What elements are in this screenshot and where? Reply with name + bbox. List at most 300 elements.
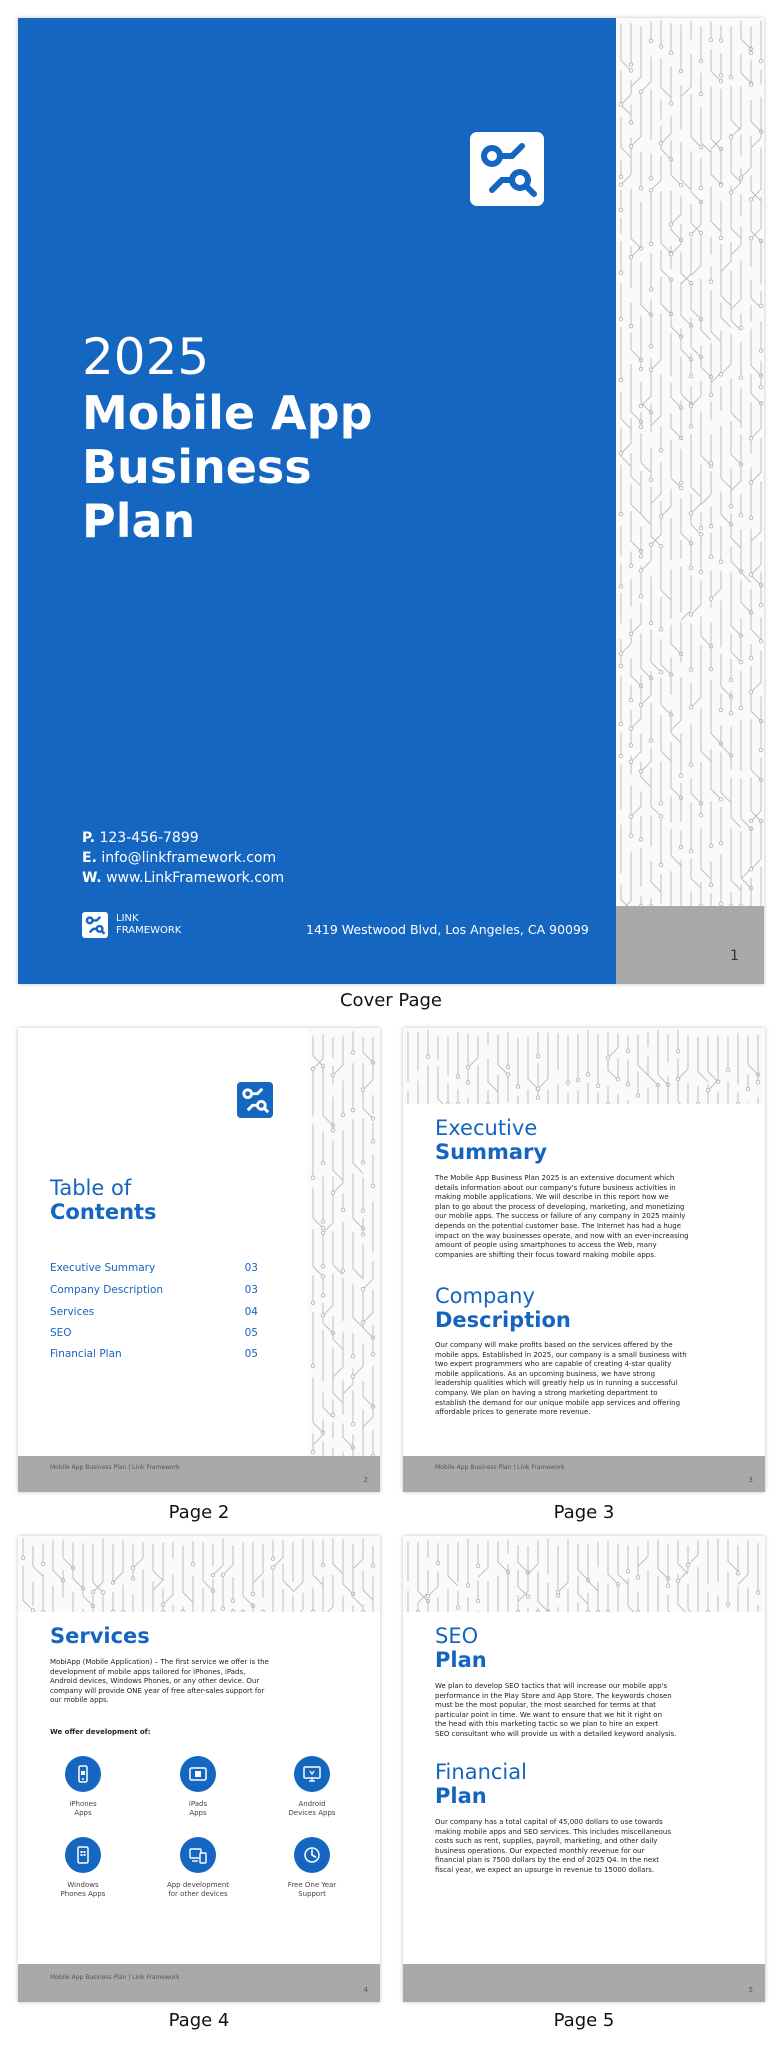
circuit-node bbox=[749, 516, 753, 520]
circuit-trace bbox=[751, 777, 761, 821]
circuit-node bbox=[596, 1084, 600, 1088]
circuit-trace bbox=[661, 116, 671, 144]
text-line: affordable prices to generate more revenue. bbox=[435, 1408, 591, 1417]
circuit-trace bbox=[163, 1575, 173, 1605]
circuit-trace bbox=[688, 1540, 698, 1565]
circuit-trace bbox=[273, 1540, 283, 1567]
circuit-node bbox=[456, 1102, 460, 1104]
circuit-node bbox=[629, 69, 633, 73]
circuit-node bbox=[679, 845, 683, 849]
circuit-trace bbox=[528, 1541, 538, 1574]
page-3 bbox=[403, 1028, 765, 1492]
circuit-node bbox=[749, 237, 753, 241]
circuit-trace bbox=[498, 1035, 508, 1075]
circuit-node bbox=[639, 425, 643, 429]
cover-title-line-1: Mobile App bbox=[82, 386, 373, 440]
circuit-node bbox=[31, 1609, 35, 1612]
circuit-node bbox=[616, 1077, 620, 1081]
circuit-trace bbox=[333, 1036, 343, 1075]
circuit-node bbox=[221, 1607, 225, 1611]
circuit-graphic bbox=[18, 1536, 380, 1612]
circuit-trace bbox=[618, 1544, 628, 1584]
circuit-trace bbox=[681, 142, 691, 190]
page-number: 2 bbox=[363, 1476, 368, 1484]
toc-page: 03 bbox=[244, 1262, 258, 1274]
circuit-node bbox=[689, 374, 693, 378]
circuit-trace bbox=[711, 86, 721, 149]
text-line: performance in the Play Store and App Store. The keywords chosen bbox=[435, 1691, 672, 1700]
label-line: Windows bbox=[67, 1881, 99, 1889]
circuit-node bbox=[619, 452, 623, 456]
circuit-node bbox=[649, 188, 653, 192]
circuit-trace bbox=[343, 1539, 353, 1594]
circuit-trace bbox=[498, 1576, 508, 1612]
circuit-node bbox=[696, 1102, 700, 1104]
circuit-trace bbox=[721, 426, 731, 488]
circuit-node bbox=[756, 1591, 760, 1595]
circuit-trace bbox=[103, 1595, 113, 1612]
circuit-node bbox=[719, 841, 723, 845]
circuit-trace bbox=[621, 428, 631, 466]
circuit-node bbox=[629, 255, 633, 259]
circuit-trace bbox=[478, 1065, 488, 1104]
circuit-node bbox=[699, 813, 703, 817]
label-line: Free One Year bbox=[287, 1881, 337, 1889]
circuit-node bbox=[659, 863, 663, 867]
circuit-node bbox=[706, 1089, 710, 1093]
circuit-node bbox=[689, 763, 693, 767]
email-value[interactable]: info@linkframework.com bbox=[101, 850, 277, 866]
toc-label: Executive Summary bbox=[50, 1262, 156, 1274]
circuit-trace bbox=[691, 434, 701, 497]
circuit-trace bbox=[63, 1540, 73, 1568]
circuit-trace bbox=[538, 1033, 548, 1089]
circuit-trace bbox=[671, 742, 681, 798]
circuit-trace bbox=[223, 1545, 233, 1575]
circuit-trace bbox=[631, 453, 641, 486]
circuit-trace bbox=[408, 1591, 418, 1612]
circuit-node bbox=[101, 1591, 105, 1595]
label-line: Devices Apps bbox=[288, 1809, 336, 1817]
circuit-node bbox=[361, 1287, 365, 1291]
circuit-trace bbox=[428, 1571, 438, 1596]
text-line: our mobile apps. The success or failure of any company in 2025 mainly bbox=[435, 1212, 686, 1221]
circuit-trace bbox=[661, 277, 671, 314]
circuit-node bbox=[426, 1055, 430, 1059]
circuit-node bbox=[341, 1208, 345, 1212]
text-line: fiscal year, we expect an upsurge in revenue to 15000 dollars. bbox=[435, 1865, 655, 1874]
circuit-node bbox=[506, 1073, 510, 1077]
circuit-trace bbox=[498, 1541, 508, 1572]
circuit-trace bbox=[343, 1423, 353, 1447]
text-line: development of mobile apps tailored for iPhones, iPads, bbox=[50, 1667, 246, 1676]
circuit-trace bbox=[731, 379, 741, 423]
circuit-node bbox=[676, 1077, 680, 1081]
circuit-node bbox=[669, 51, 673, 55]
circuit-trace bbox=[313, 1229, 323, 1276]
circuit-node bbox=[331, 1073, 335, 1077]
circuit-node bbox=[749, 656, 753, 660]
circuit-trace bbox=[43, 1586, 53, 1613]
circuit-node bbox=[629, 63, 633, 67]
circuit-node bbox=[586, 1073, 590, 1077]
circuit-trace bbox=[718, 1082, 728, 1104]
circuit-trace bbox=[751, 402, 761, 438]
circuit-trace bbox=[363, 1571, 373, 1600]
circuit-node bbox=[699, 526, 703, 530]
circuit-trace bbox=[678, 1546, 688, 1581]
circuit-node bbox=[749, 437, 753, 441]
circuit-trace bbox=[721, 244, 731, 305]
service-label-windows bbox=[38, 1881, 128, 1899]
circuit-node bbox=[719, 236, 723, 240]
text-line: financial plan is 7500 dollars by the end of 2025 Q4. In the next bbox=[435, 1856, 659, 1865]
circuit-trace bbox=[153, 1544, 163, 1581]
circuit-trace bbox=[751, 148, 761, 200]
circuit-trace bbox=[438, 1067, 448, 1105]
toc-heading-light: Table of bbox=[50, 1176, 132, 1200]
circuit-trace bbox=[608, 1541, 618, 1584]
circuit-trace bbox=[333, 1448, 343, 1457]
circuit-node bbox=[131, 1577, 135, 1581]
circuit-trace bbox=[691, 317, 701, 357]
text-line: amount of people using smartphones to access the Web, many bbox=[435, 1241, 657, 1250]
circuit-trace bbox=[253, 1544, 263, 1584]
circuit-node bbox=[679, 183, 683, 187]
offer-title: We offer development of: bbox=[50, 1728, 151, 1736]
circuit-trace bbox=[73, 1543, 83, 1589]
circuit-node bbox=[629, 727, 633, 731]
circuit-node bbox=[719, 797, 723, 801]
circuit-node bbox=[729, 712, 733, 716]
circuit-node bbox=[111, 1610, 115, 1612]
label-line: Phones Apps bbox=[60, 1890, 106, 1898]
circuit-trace bbox=[53, 1541, 63, 1581]
circuit-trace bbox=[641, 358, 651, 406]
circuit-node bbox=[659, 815, 663, 819]
circuit-trace bbox=[313, 1540, 323, 1585]
toc-item-executive-summary[interactable] bbox=[50, 1262, 258, 1274]
circuit-node bbox=[709, 667, 713, 671]
circuit-node bbox=[639, 838, 643, 842]
circuit-graphic bbox=[403, 1536, 765, 1612]
services-intro bbox=[50, 1658, 269, 1706]
circuit-node bbox=[649, 39, 653, 43]
toc-heading-bold: Contents bbox=[50, 1200, 157, 1224]
exec-heading-light: Executive bbox=[435, 1116, 538, 1140]
circuit-trace bbox=[691, 645, 701, 707]
circuit-trace bbox=[621, 80, 631, 104]
circuit-trace bbox=[608, 1033, 618, 1057]
circuit-trace bbox=[313, 1034, 323, 1069]
circuit-trace bbox=[638, 1541, 648, 1567]
circuit-node bbox=[726, 1603, 730, 1607]
circuit-node bbox=[321, 1294, 325, 1298]
toc-item-financial-plan[interactable] bbox=[50, 1348, 258, 1360]
web-value[interactable]: www.LinkFramework.com bbox=[106, 870, 285, 886]
circuit-node bbox=[121, 1610, 125, 1612]
brand-line-2: FRAMEWORK bbox=[116, 925, 182, 936]
circuit-trace bbox=[628, 1100, 638, 1104]
circuit-trace bbox=[731, 513, 741, 548]
circuit-node bbox=[351, 1051, 355, 1055]
circuit-pattern bbox=[18, 1536, 380, 1612]
email-label: E. bbox=[82, 850, 97, 866]
circuit-node bbox=[719, 79, 723, 83]
exec-paragraph bbox=[435, 1174, 689, 1260]
circuit-node bbox=[91, 1590, 95, 1594]
circuit-node bbox=[659, 142, 663, 146]
circuit-trace bbox=[333, 1231, 343, 1275]
circuit-node bbox=[486, 1102, 490, 1104]
service-label-support bbox=[267, 1881, 357, 1899]
financial-paragraph bbox=[435, 1818, 671, 1876]
circuit-node bbox=[556, 1591, 560, 1595]
circuit-trace bbox=[651, 313, 661, 370]
circuit-node bbox=[686, 1563, 690, 1567]
circuit-trace bbox=[588, 1544, 598, 1591]
seo-heading-light: SEO bbox=[435, 1624, 479, 1648]
circuit-node bbox=[649, 345, 653, 349]
circuit-trace bbox=[323, 1177, 333, 1233]
circuit-trace bbox=[143, 1569, 153, 1612]
circuit-node bbox=[679, 481, 683, 485]
circuit-trace bbox=[333, 1332, 343, 1377]
circuit-trace bbox=[93, 1544, 103, 1593]
circuit-node bbox=[536, 1055, 540, 1059]
circuit-node bbox=[371, 1353, 375, 1357]
circuit-graphic bbox=[308, 1028, 380, 1456]
circuit-node bbox=[729, 135, 733, 139]
circuit-node bbox=[331, 1413, 335, 1417]
circuit-trace bbox=[621, 851, 631, 906]
toc-item-services[interactable] bbox=[50, 1306, 258, 1318]
circuit-trace bbox=[701, 472, 711, 505]
circuit-node bbox=[629, 121, 633, 125]
circuit-trace bbox=[283, 1564, 293, 1591]
cover-year: 2025 bbox=[82, 328, 210, 386]
circuit-node bbox=[626, 1049, 630, 1053]
circuit-node bbox=[321, 1231, 325, 1235]
circuit-node bbox=[749, 819, 753, 823]
text-line: particular point in time. We want to ensure that we hit it right on bbox=[435, 1710, 663, 1719]
label-line: Apps bbox=[189, 1809, 207, 1817]
circuit-trace bbox=[748, 1036, 758, 1075]
circuit-node bbox=[351, 1108, 355, 1112]
circuit-node bbox=[739, 660, 743, 664]
page-footer bbox=[403, 1964, 765, 2002]
circuit-trace bbox=[731, 778, 741, 828]
circuit-trace bbox=[203, 1542, 213, 1590]
circuit-node bbox=[321, 1220, 325, 1224]
circuit-graphic bbox=[616, 18, 764, 906]
cover-gray-corner bbox=[616, 906, 764, 984]
company-heading-light: Company bbox=[435, 1284, 535, 1308]
circuit-trace bbox=[731, 573, 741, 636]
circuit-node bbox=[321, 1226, 325, 1230]
circuit-node bbox=[619, 317, 623, 321]
circuit-node bbox=[221, 1573, 225, 1577]
circuit-pattern bbox=[403, 1536, 765, 1612]
support-icon bbox=[294, 1837, 330, 1873]
circuit-trace bbox=[678, 1540, 688, 1574]
circuit-trace bbox=[668, 1595, 678, 1612]
circuit-trace bbox=[658, 1539, 668, 1578]
circuit-node bbox=[211, 1610, 215, 1612]
toc-page: 05 bbox=[244, 1327, 258, 1339]
circuit-node bbox=[341, 1113, 345, 1117]
circuit-trace bbox=[353, 1544, 363, 1607]
circuit-node bbox=[626, 1570, 630, 1574]
text-line: making mobile applications. We will describe in this report how we bbox=[435, 1193, 669, 1202]
phone-value: 123-456-7899 bbox=[99, 830, 199, 846]
circuit-trace bbox=[731, 828, 741, 890]
circuit-trace bbox=[353, 1435, 363, 1456]
service-label-android bbox=[267, 1800, 357, 1818]
circuit-trace bbox=[293, 1539, 303, 1592]
circuit-node bbox=[466, 1584, 470, 1588]
circuit-node bbox=[729, 505, 733, 509]
footer-logo-icon bbox=[82, 912, 108, 938]
caption-cover: Cover Page bbox=[339, 990, 442, 1011]
windows-phone-icon bbox=[65, 1837, 101, 1873]
circuit-trace bbox=[353, 1173, 363, 1228]
circuit-trace bbox=[721, 654, 731, 697]
financial-heading-bold: Plan bbox=[435, 1784, 487, 1808]
circuit-trace bbox=[741, 21, 751, 49]
circuit-node bbox=[321, 1265, 325, 1269]
circuit-trace bbox=[651, 462, 661, 503]
circuit-trace bbox=[678, 1036, 688, 1079]
label-line: iPhones bbox=[69, 1800, 97, 1808]
circuit-node bbox=[676, 1579, 680, 1583]
circuit-node bbox=[211, 1573, 215, 1577]
circuit-node bbox=[759, 59, 763, 63]
circuit-node bbox=[689, 233, 693, 237]
circuit-trace bbox=[363, 1409, 373, 1456]
cover-phone bbox=[82, 830, 199, 846]
circuit-trace bbox=[721, 725, 731, 755]
circuit-trace bbox=[243, 1543, 253, 1606]
circuit-node bbox=[629, 698, 633, 702]
circuit-node bbox=[311, 1067, 315, 1071]
cover-email bbox=[82, 850, 276, 866]
circuit-trace bbox=[548, 1090, 558, 1105]
circuit-trace bbox=[751, 542, 761, 575]
circuit-node bbox=[619, 378, 623, 382]
circuit-trace bbox=[418, 1542, 428, 1601]
circuit-node bbox=[749, 83, 753, 87]
circuit-node bbox=[726, 1068, 730, 1072]
circuit-node bbox=[231, 1610, 235, 1612]
text-line: depends on the potential customer base. The Internet has had a huge bbox=[435, 1221, 681, 1230]
service-label-iphones bbox=[38, 1800, 128, 1818]
circuit-node bbox=[759, 639, 763, 643]
circuit-trace bbox=[691, 859, 701, 889]
circuit-node bbox=[699, 570, 703, 574]
circuit-trace bbox=[313, 1378, 323, 1433]
footer-text: Mobile App Business Plan | Link Framework bbox=[50, 1974, 180, 1981]
circuit-trace bbox=[631, 734, 641, 762]
circuit-node bbox=[161, 1603, 165, 1607]
circuit-trace bbox=[621, 619, 631, 654]
circuit-trace bbox=[671, 871, 681, 906]
text-line: Our company will make profits based on the services offered by the bbox=[435, 1341, 673, 1349]
circuit-node bbox=[361, 1233, 365, 1237]
circuit-trace bbox=[671, 440, 681, 488]
circuit-node bbox=[659, 544, 663, 548]
circuit-trace bbox=[708, 1036, 718, 1081]
circuit-trace bbox=[721, 752, 731, 803]
circuit-node bbox=[649, 177, 653, 181]
circuit-trace bbox=[681, 54, 691, 97]
circuit-trace bbox=[83, 1543, 93, 1606]
circuit-trace bbox=[631, 89, 641, 146]
circuit-node bbox=[21, 1556, 25, 1560]
circuit-node bbox=[261, 1610, 265, 1612]
circuit-node bbox=[636, 1576, 640, 1580]
financial-heading-light: Financial bbox=[435, 1760, 527, 1784]
company-heading-bold: Description bbox=[435, 1308, 571, 1332]
circuit-trace bbox=[631, 364, 641, 422]
circuit-node bbox=[759, 304, 763, 308]
cover-web bbox=[82, 870, 284, 886]
circuit-trace bbox=[631, 603, 641, 634]
web-label: W. bbox=[82, 870, 102, 886]
monitor-icon bbox=[294, 1756, 330, 1792]
circuit-trace bbox=[751, 867, 761, 906]
circuit-trace bbox=[428, 1065, 438, 1104]
toc-item-company-description[interactable] bbox=[50, 1284, 258, 1296]
circuit-node bbox=[629, 760, 633, 764]
circuit-node bbox=[351, 1375, 355, 1379]
circuit-trace bbox=[711, 290, 721, 342]
circuit-trace bbox=[658, 1030, 668, 1084]
circuit-trace bbox=[353, 1232, 363, 1278]
circuit-node bbox=[576, 1078, 580, 1082]
circuit-trace bbox=[671, 383, 681, 408]
circuit-node bbox=[749, 51, 753, 55]
circuit-node bbox=[619, 652, 623, 656]
cover-title-line-2: Business bbox=[82, 440, 312, 494]
circuit-trace bbox=[691, 204, 701, 233]
circuit-trace bbox=[343, 1368, 353, 1393]
text-line: mobile apps. Established in 2025, our company is a small business with bbox=[435, 1350, 687, 1359]
circuit-trace bbox=[631, 511, 641, 551]
circuit-node bbox=[719, 183, 723, 187]
circuit-trace bbox=[751, 280, 761, 308]
circuit-node bbox=[351, 1422, 355, 1426]
circuit-trace bbox=[631, 202, 641, 257]
circuit-trace bbox=[468, 1036, 478, 1068]
page-footer bbox=[18, 1964, 380, 2002]
circuit-trace bbox=[721, 334, 731, 374]
circuit-node bbox=[321, 1563, 325, 1567]
circuit-node bbox=[629, 324, 633, 328]
circuit-trace bbox=[681, 860, 691, 906]
circuit-node bbox=[619, 722, 623, 726]
circuit-trace bbox=[748, 1097, 758, 1104]
circuit-node bbox=[709, 597, 713, 601]
circuit-node bbox=[341, 1269, 345, 1273]
circuit-trace bbox=[313, 1037, 323, 1067]
toc-item-seo[interactable] bbox=[50, 1327, 258, 1339]
caption-page-3: Page 3 bbox=[553, 1502, 615, 1523]
circuit-node bbox=[739, 513, 743, 517]
circuit-node bbox=[371, 1117, 375, 1121]
cover-address: 1419 Westwood Blvd, Los Angeles, CA 90099 bbox=[306, 922, 589, 937]
circuit-trace bbox=[651, 375, 661, 426]
